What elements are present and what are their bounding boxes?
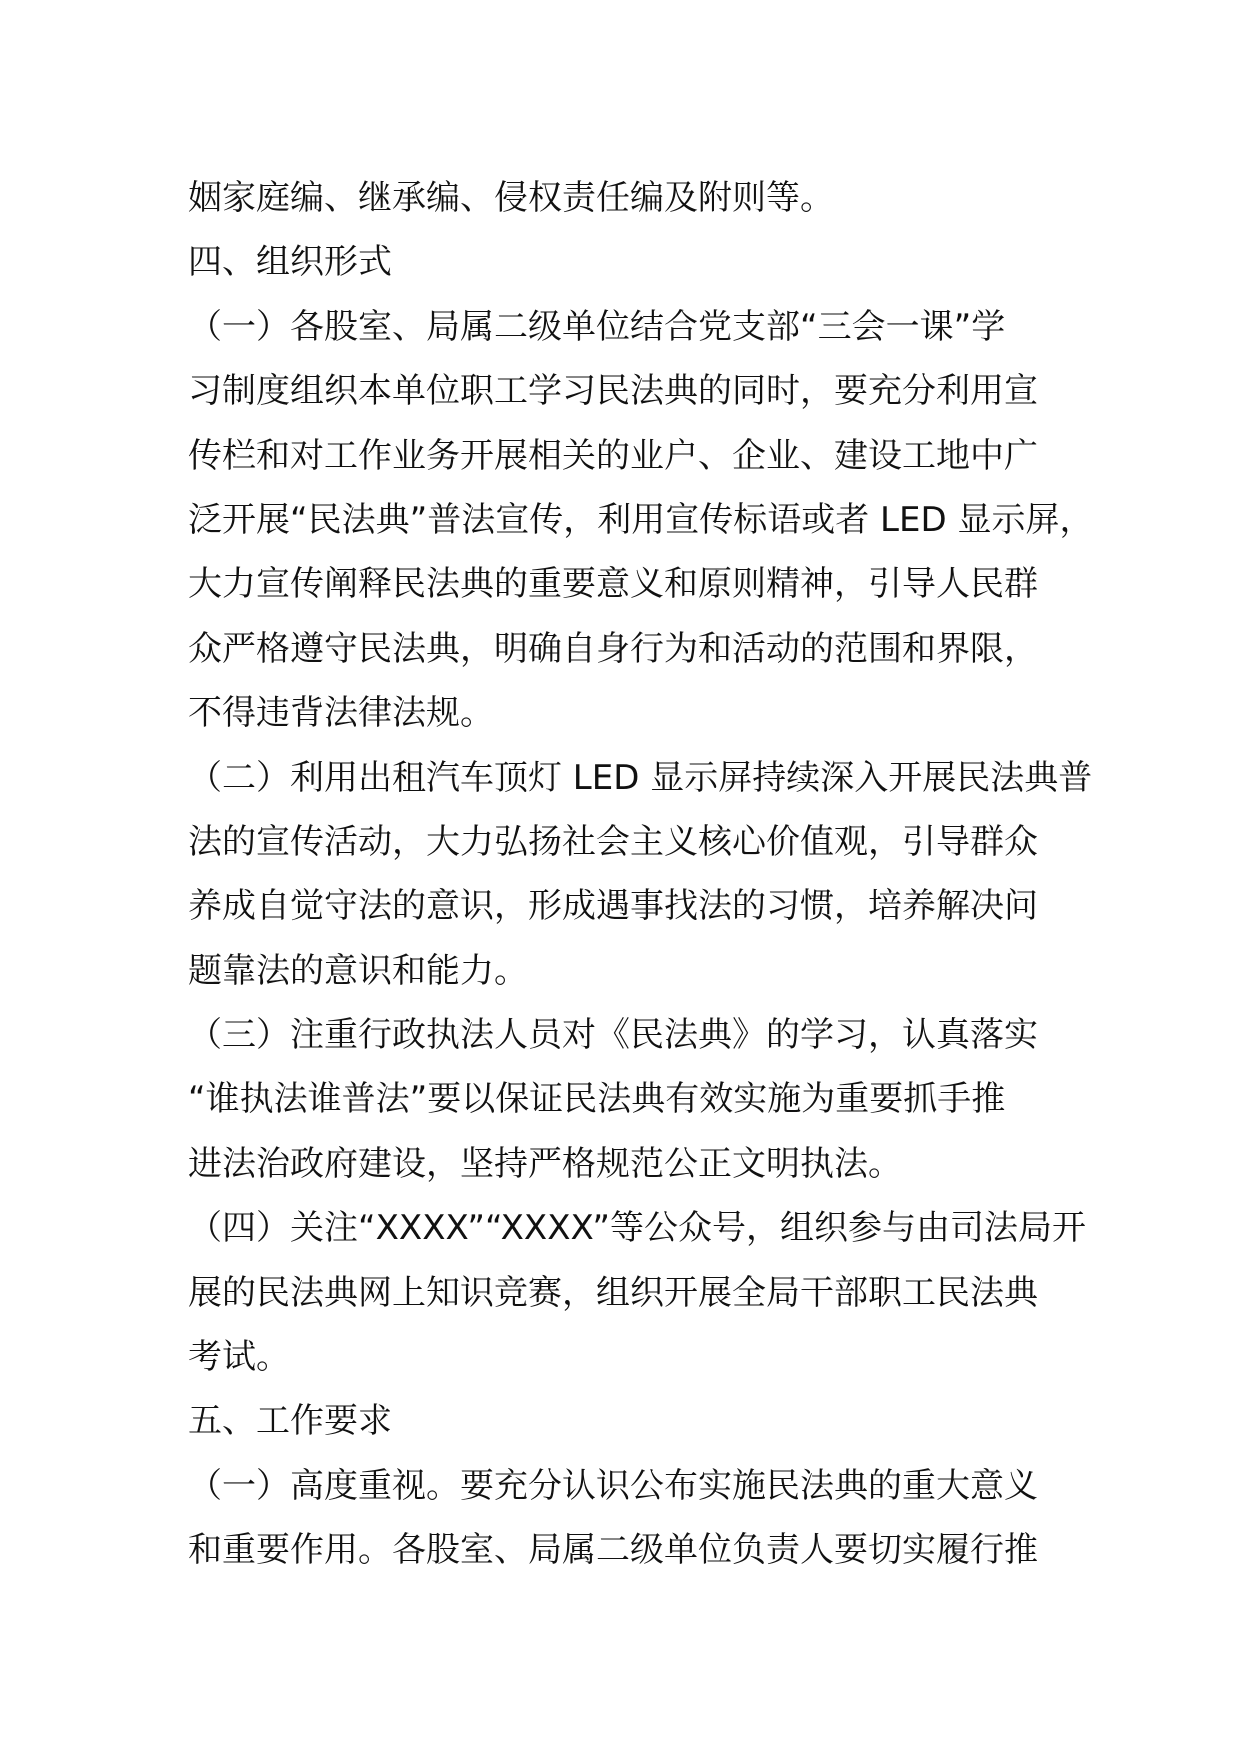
paragraph-line: （四）关注“XXXX”“XXXX”等公众号，组织参与由司法局开 — [188, 1208, 1087, 1249]
paragraph-line: 泛开展“民法典”普法宣传，利用宣传标语或者 LED 显示屏， — [188, 499, 1094, 540]
document-body — [188, 166, 1108, 1583]
paragraph-line: 和重要作用。各股室、局属二级单位负责人要切实履行推 — [188, 1530, 1038, 1571]
paragraph-line: 考试。 — [188, 1337, 290, 1378]
section-heading-requirements: 五、工作要求 — [188, 1401, 392, 1442]
paragraph-line: （二）利用出租汽车顶灯 LED 显示屏持续深入开展民法典普 — [188, 757, 1093, 798]
paragraph-line: （一）各股室、局属二级单位结合党支部“三会一课”学 — [188, 306, 1006, 347]
paragraph-line: 姻家庭编、继承编、侵权责任编及附则等。 — [188, 178, 834, 218]
paragraph-line: 进法治政府建设，坚持严格规范公正文明执法。 — [188, 1143, 902, 1184]
paragraph-line: （三）注重行政执法人员对《民法典》的学习，认真落实 — [188, 1015, 1038, 1056]
paragraph-line: “谁执法谁普法”要以保证民法典有效实施为重要抓手推 — [188, 1079, 1006, 1120]
paragraph-line: 不得违背法律法规。 — [188, 693, 494, 734]
paragraph-line: 众严格遵守民法典，明确自身行为和活动的范围和界限， — [188, 628, 1038, 669]
paragraph-line: 题靠法的意识和能力。 — [188, 950, 528, 991]
paragraph-line: 养成自觉守法的意识，形成遇事找法的习惯，培养解决问 — [188, 886, 1038, 927]
paragraph-line: 法的宣传活动，大力弘扬社会主义核心价值观，引导群众 — [188, 821, 1038, 862]
paragraph-line: 习制度组织本单位职工学习民法典的同时，要充分利用宣 — [188, 371, 1038, 412]
paragraph-line: （一）高度重视。要充分认识公布实施民法典的重大意义 — [188, 1465, 1038, 1506]
paragraph-line: 传栏和对工作业务开展相关的业户、企业、建设工地中广 — [188, 435, 1038, 476]
paragraph-line: 大力宣传阐释民法典的重要意义和原则精神，引导人民群 — [188, 564, 1038, 605]
section-heading-organization: 四、组织形式 — [188, 242, 392, 283]
paragraph-line: 展的民法典网上知识竞赛，组织开展全局干部职工民法典 — [188, 1272, 1038, 1313]
